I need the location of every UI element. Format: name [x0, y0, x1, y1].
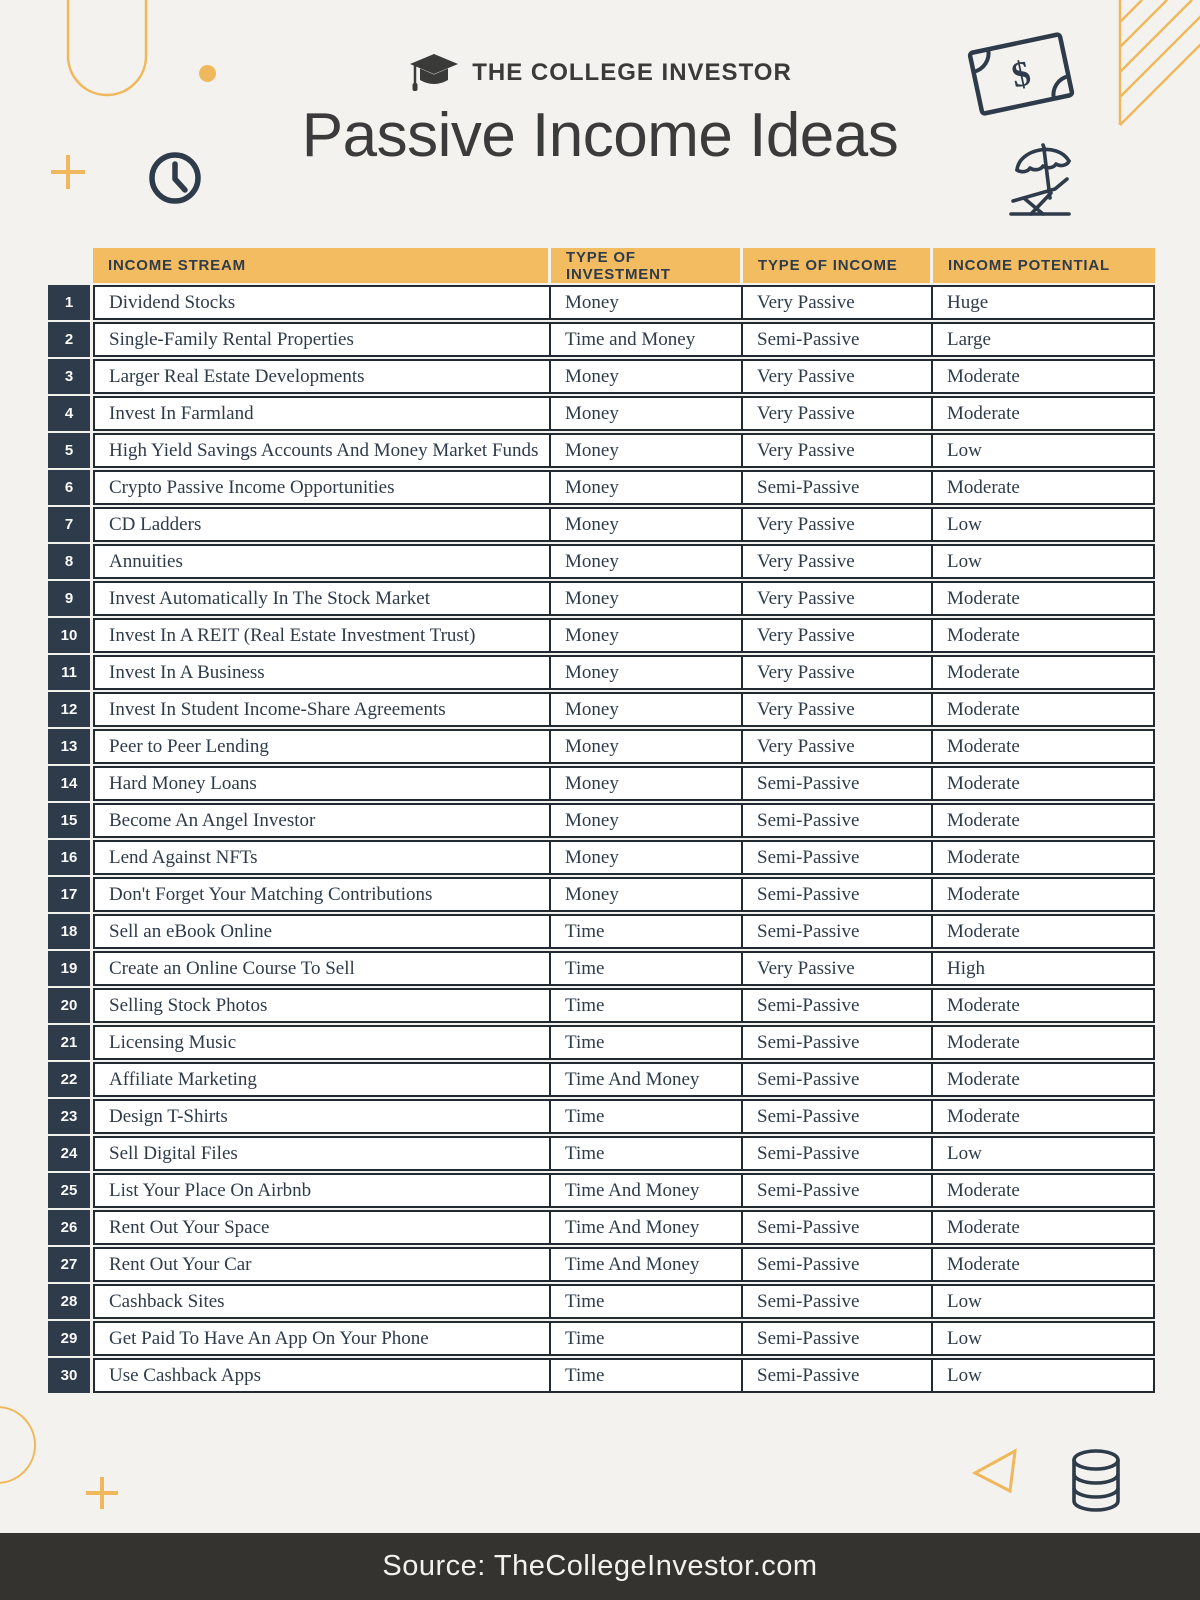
- cell-type-of-income: Semi-Passive: [741, 1175, 931, 1206]
- cell-type-of-income: Semi-Passive: [741, 1101, 931, 1132]
- row-cells: [93, 1210, 1155, 1245]
- cell-type-of-income: Semi-Passive: [741, 1323, 931, 1354]
- cell-type-of-investment: Money: [549, 620, 741, 651]
- cell-income-potential: Moderate: [931, 842, 1153, 873]
- row-cells: [93, 877, 1155, 912]
- cell-type-of-income: Very Passive: [741, 731, 931, 762]
- row-cells: [93, 914, 1155, 949]
- cell-type-of-investment: Money: [549, 398, 741, 429]
- table-row: [48, 803, 1155, 838]
- cell-income-potential: Moderate: [931, 1249, 1153, 1280]
- row-cells: [93, 507, 1155, 542]
- cell-type-of-income: Semi-Passive: [741, 1212, 931, 1243]
- cell-income-potential: Huge: [931, 287, 1153, 318]
- cell-income-potential: Large: [931, 324, 1153, 355]
- row-number: 30: [48, 1358, 90, 1393]
- passive-income-table: [48, 248, 1155, 1395]
- cell-income-potential: Moderate: [931, 768, 1153, 799]
- row-cells: [93, 1099, 1155, 1134]
- table-row: [48, 470, 1155, 505]
- cell-income-stream: High Yield Savings Accounts And Money Market Funds: [109, 439, 539, 461]
- triangle-outline-shape: [972, 1446, 1022, 1496]
- row-cells: [93, 951, 1155, 986]
- cell-income-stream: Affiliate Marketing: [109, 1068, 257, 1090]
- cell-income-potential: High: [931, 953, 1153, 984]
- row-cells: [93, 1173, 1155, 1208]
- cell-income-potential: Moderate: [931, 1064, 1153, 1095]
- row-cells: [93, 470, 1155, 505]
- row-number: 1: [48, 285, 90, 320]
- cell-income-stream: Invest In A Business: [109, 661, 265, 683]
- cell-type-of-income: Very Passive: [741, 657, 931, 688]
- row-number: 18: [48, 914, 90, 949]
- table-row: [48, 877, 1155, 912]
- cell-type-of-income: Semi-Passive: [741, 879, 931, 910]
- table-row: [48, 1062, 1155, 1097]
- table-row: [48, 914, 1155, 949]
- table-row: [48, 1099, 1155, 1134]
- cell-income-stream: Selling Stock Photos: [109, 994, 268, 1016]
- row-number: 13: [48, 729, 90, 764]
- row-cells: [93, 988, 1155, 1023]
- row-cells: [93, 581, 1155, 616]
- row-cells: [93, 729, 1155, 764]
- cell-type-of-investment: Money: [549, 546, 741, 577]
- table-body: [48, 285, 1155, 1393]
- row-number: 8: [48, 544, 90, 579]
- table-row: [48, 433, 1155, 468]
- row-cells: [93, 396, 1155, 431]
- row-cells: [93, 433, 1155, 468]
- row-number: 23: [48, 1099, 90, 1134]
- row-number: 12: [48, 692, 90, 727]
- cell-income-stream: Invest Automatically In The Stock Market: [109, 587, 430, 609]
- cell-type-of-income: Semi-Passive: [741, 990, 931, 1021]
- cell-income-stream: List Your Place On Airbnb: [109, 1179, 312, 1201]
- cell-income-stream: Annuities: [109, 550, 183, 572]
- cell-type-of-investment: Money: [549, 361, 741, 392]
- cell-income-stream: Use Cashback Apps: [109, 1364, 261, 1386]
- table-row: [48, 581, 1155, 616]
- table-row: [48, 1358, 1155, 1393]
- column-header-type-of-investment: TYPE OF INVESTMENT: [551, 248, 743, 283]
- cell-income-stream: Hard Money Loans: [109, 772, 257, 794]
- cell-income-potential: Moderate: [931, 694, 1153, 725]
- cell-type-of-investment: Time: [549, 1027, 741, 1058]
- cell-type-of-income: Very Passive: [741, 620, 931, 651]
- cell-income-stream: Peer to Peer Lending: [109, 735, 269, 757]
- source-text: Source: TheCollegeInvestor.com: [382, 1550, 818, 1582]
- row-cells: [93, 285, 1155, 320]
- cell-type-of-investment: Time: [549, 1360, 741, 1391]
- cell-type-of-investment: Time: [549, 1286, 741, 1317]
- table-row: [48, 322, 1155, 357]
- row-number: 9: [48, 581, 90, 616]
- circle-outline-shape: [0, 1406, 36, 1484]
- table-row: [48, 1025, 1155, 1060]
- column-header-income-potential: INCOME POTENTIAL: [933, 248, 1155, 283]
- row-number: 28: [48, 1284, 90, 1319]
- table-row: [48, 840, 1155, 875]
- table-row: [48, 285, 1155, 320]
- row-cells: [93, 1358, 1155, 1393]
- cell-type-of-investment: Time: [549, 916, 741, 947]
- cell-income-potential: Moderate: [931, 731, 1153, 762]
- table-row: [48, 544, 1155, 579]
- cell-income-potential: Moderate: [931, 1027, 1153, 1058]
- cell-income-potential: Moderate: [931, 583, 1153, 614]
- cell-income-potential: Low: [931, 435, 1153, 466]
- cell-income-stream: Cashback Sites: [109, 1290, 225, 1312]
- cell-type-of-investment: Money: [549, 768, 741, 799]
- column-header-income-stream: INCOME STREAM: [93, 248, 551, 283]
- cell-type-of-investment: Money: [549, 287, 741, 318]
- cell-type-of-investment: Time And Money: [549, 1064, 741, 1095]
- cell-income-stream: Don't Forget Your Matching Contributions: [109, 883, 433, 905]
- cell-income-potential: Low: [931, 1323, 1153, 1354]
- cell-income-stream: Single-Family Rental Properties: [109, 328, 354, 350]
- cell-type-of-income: Semi-Passive: [741, 1286, 931, 1317]
- cell-type-of-income: Semi-Passive: [741, 1064, 931, 1095]
- cell-type-of-income: Very Passive: [741, 953, 931, 984]
- cell-income-potential: Low: [931, 509, 1153, 540]
- cell-type-of-investment: Money: [549, 657, 741, 688]
- row-cells: [93, 1284, 1155, 1319]
- cell-type-of-investment: Money: [549, 472, 741, 503]
- table-row: [48, 507, 1155, 542]
- cell-type-of-investment: Time: [549, 990, 741, 1021]
- cell-income-potential: Low: [931, 546, 1153, 577]
- cell-income-potential: Moderate: [931, 1175, 1153, 1206]
- table-row: [48, 1210, 1155, 1245]
- cell-income-potential: Moderate: [931, 361, 1153, 392]
- table-row: [48, 692, 1155, 727]
- table-row: [48, 396, 1155, 431]
- row-cells: [93, 766, 1155, 801]
- cell-income-potential: Moderate: [931, 1212, 1153, 1243]
- graduation-cap-icon: [408, 52, 460, 94]
- row-cells: [93, 692, 1155, 727]
- cell-type-of-income: Semi-Passive: [741, 768, 931, 799]
- cell-type-of-income: Semi-Passive: [741, 916, 931, 947]
- row-cells: [93, 803, 1155, 838]
- table-row: [48, 1284, 1155, 1319]
- row-number: 27: [48, 1247, 90, 1282]
- cell-type-of-investment: Time: [549, 1323, 741, 1354]
- row-cells: [93, 1062, 1155, 1097]
- table-row: [48, 1173, 1155, 1208]
- cell-income-stream: Sell Digital Files: [109, 1142, 238, 1164]
- row-number: 6: [48, 470, 90, 505]
- row-number: 15: [48, 803, 90, 838]
- row-number: 7: [48, 507, 90, 542]
- brand-name: THE COLLEGE INVESTOR: [472, 59, 792, 86]
- cell-income-stream: Rent Out Your Space: [109, 1216, 270, 1238]
- source-footer: [0, 1533, 1200, 1600]
- row-number: 3: [48, 359, 90, 394]
- cell-income-stream: Larger Real Estate Developments: [109, 365, 365, 387]
- cell-income-stream: Invest In Student Income-Share Agreements: [109, 698, 446, 720]
- row-number: 22: [48, 1062, 90, 1097]
- cell-income-potential: Moderate: [931, 620, 1153, 651]
- row-cells: [93, 1025, 1155, 1060]
- cell-income-stream: Get Paid To Have An App On Your Phone: [109, 1327, 429, 1349]
- table-row: [48, 766, 1155, 801]
- cell-type-of-investment: Money: [549, 731, 741, 762]
- cell-income-stream: Lend Against NFTs: [109, 846, 258, 868]
- cell-type-of-income: Semi-Passive: [741, 805, 931, 836]
- table-header-row: [93, 248, 1155, 283]
- cell-income-stream: Design T-Shirts: [109, 1105, 228, 1127]
- cell-type-of-income: Very Passive: [741, 435, 931, 466]
- cell-income-stream: Invest In Farmland: [109, 402, 254, 424]
- cell-type-of-income: Semi-Passive: [741, 1249, 931, 1280]
- cell-income-potential: Moderate: [931, 916, 1153, 947]
- table-row: [48, 1136, 1155, 1171]
- cell-income-stream: Licensing Music: [109, 1031, 237, 1053]
- table-row: [48, 359, 1155, 394]
- row-cells: [93, 544, 1155, 579]
- table-row: [48, 1321, 1155, 1356]
- cell-type-of-income: Very Passive: [741, 398, 931, 429]
- row-number: 20: [48, 988, 90, 1023]
- row-cells: [93, 322, 1155, 357]
- cell-type-of-investment: Time And Money: [549, 1175, 741, 1206]
- cell-type-of-income: Semi-Passive: [741, 842, 931, 873]
- cell-type-of-income: Semi-Passive: [741, 1138, 931, 1169]
- row-number: 4: [48, 396, 90, 431]
- cell-type-of-income: Semi-Passive: [741, 324, 931, 355]
- cell-income-potential: Moderate: [931, 805, 1153, 836]
- row-cells: [93, 1247, 1155, 1282]
- plus-icon: [84, 1475, 120, 1511]
- row-number: 16: [48, 840, 90, 875]
- cell-income-potential: Moderate: [931, 657, 1153, 688]
- cell-type-of-investment: Money: [549, 842, 741, 873]
- cell-type-of-income: Semi-Passive: [741, 1360, 931, 1391]
- row-number: 17: [48, 877, 90, 912]
- cell-income-potential: Low: [931, 1138, 1153, 1169]
- cell-type-of-investment: Time and Money: [549, 324, 741, 355]
- brand-logo: [0, 52, 1200, 94]
- row-number: 29: [48, 1321, 90, 1356]
- cell-type-of-income: Semi-Passive: [741, 472, 931, 503]
- row-cells: [93, 655, 1155, 690]
- cell-income-potential: Low: [931, 1286, 1153, 1317]
- table-row: [48, 655, 1155, 690]
- cell-income-stream: Invest In A REIT (Real Estate Investment Trust): [109, 624, 476, 646]
- row-number: 10: [48, 618, 90, 653]
- cell-income-stream: Create an Online Course To Sell: [109, 957, 355, 979]
- coin-stack-icon: [1068, 1448, 1124, 1518]
- cell-income-potential: Low: [931, 1360, 1153, 1391]
- cell-type-of-investment: Time: [549, 1138, 741, 1169]
- cell-type-of-income: Very Passive: [741, 509, 931, 540]
- cell-type-of-investment: Money: [549, 879, 741, 910]
- row-cells: [93, 618, 1155, 653]
- cell-type-of-investment: Time And Money: [549, 1249, 741, 1280]
- table-row: [48, 1247, 1155, 1282]
- cell-type-of-income: Very Passive: [741, 583, 931, 614]
- column-header-type-of-income: TYPE OF INCOME: [743, 248, 933, 283]
- cell-type-of-investment: Money: [549, 435, 741, 466]
- row-number: 21: [48, 1025, 90, 1060]
- row-number: 2: [48, 322, 90, 357]
- cell-type-of-income: Semi-Passive: [741, 1027, 931, 1058]
- cell-income-potential: Moderate: [931, 398, 1153, 429]
- row-number: 11: [48, 655, 90, 690]
- cell-type-of-investment: Time And Money: [549, 1212, 741, 1243]
- cell-income-potential: Moderate: [931, 990, 1153, 1021]
- page-title: Passive Income Ideas: [301, 101, 899, 170]
- row-cells: [93, 359, 1155, 394]
- row-number: 26: [48, 1210, 90, 1245]
- table-row: [48, 951, 1155, 986]
- cell-income-stream: Rent Out Your Car: [109, 1253, 252, 1275]
- cell-type-of-investment: Time: [549, 1101, 741, 1132]
- cell-income-stream: Become An Angel Investor: [109, 809, 316, 831]
- cell-income-stream: Crypto Passive Income Opportunities: [109, 476, 395, 498]
- cell-income-stream: Dividend Stocks: [109, 291, 236, 313]
- cell-type-of-income: Very Passive: [741, 361, 931, 392]
- row-number: 19: [48, 951, 90, 986]
- row-cells: [93, 1321, 1155, 1356]
- cell-type-of-investment: Money: [549, 694, 741, 725]
- cell-income-potential: Moderate: [931, 879, 1153, 910]
- cell-type-of-investment: Money: [549, 583, 741, 614]
- cell-income-potential: Moderate: [931, 472, 1153, 503]
- cell-type-of-income: Very Passive: [741, 287, 931, 318]
- cell-income-stream: CD Ladders: [109, 513, 202, 535]
- row-cells: [93, 1136, 1155, 1171]
- cell-type-of-investment: Money: [549, 805, 741, 836]
- cell-type-of-investment: Money: [549, 509, 741, 540]
- cell-type-of-income: Very Passive: [741, 694, 931, 725]
- row-number: 14: [48, 766, 90, 801]
- row-cells: [93, 840, 1155, 875]
- cell-income-stream: Sell an eBook Online: [109, 920, 273, 942]
- table-row: [48, 729, 1155, 764]
- row-number: 5: [48, 433, 90, 468]
- table-row: [48, 618, 1155, 653]
- cell-type-of-income: Very Passive: [741, 546, 931, 577]
- table-row: [48, 988, 1155, 1023]
- svg-text:$: $: [1008, 52, 1034, 96]
- row-number: 24: [48, 1136, 90, 1171]
- cell-income-potential: Moderate: [931, 1101, 1153, 1132]
- cell-type-of-investment: Time: [549, 953, 741, 984]
- row-number: 25: [48, 1173, 90, 1208]
